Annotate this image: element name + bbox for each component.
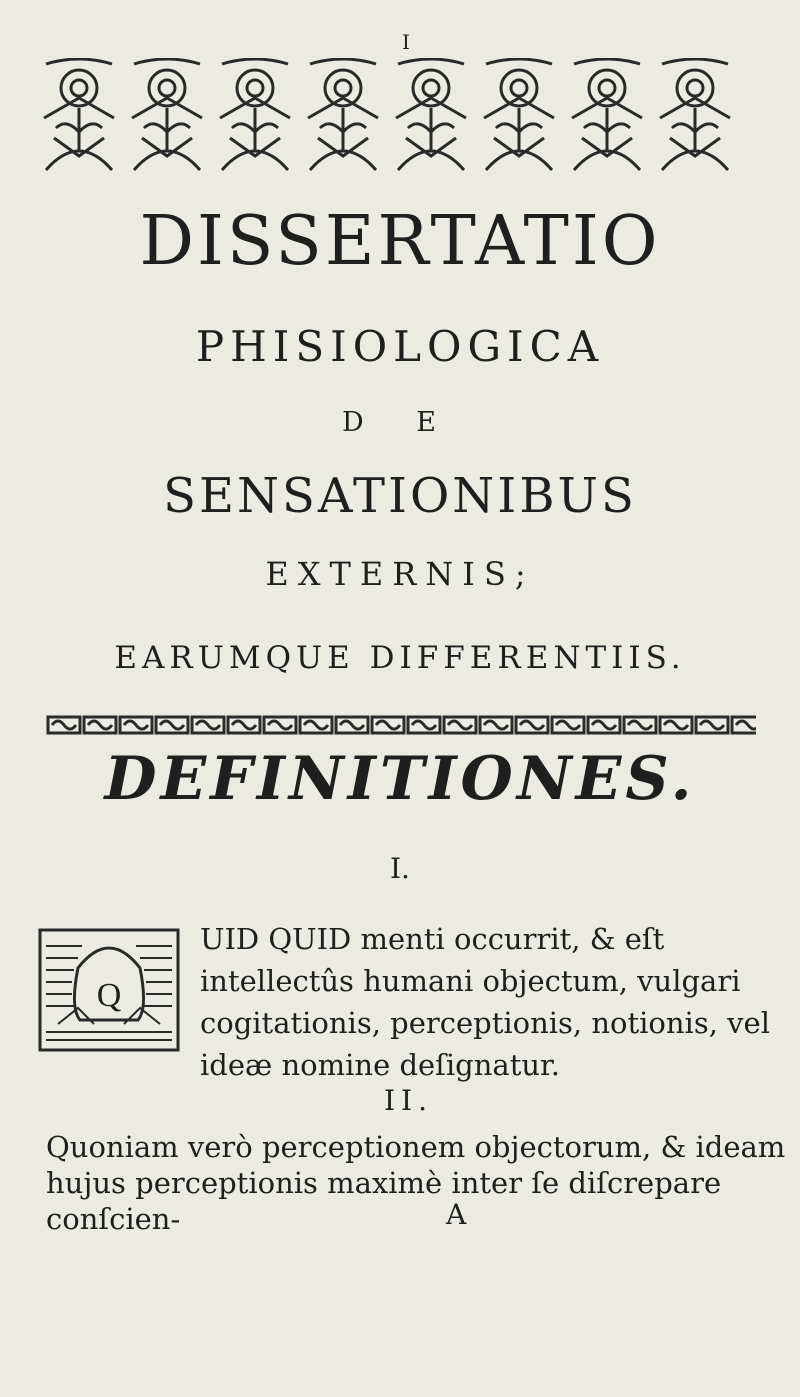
floral-ornament-icon [652,58,738,176]
floral-ornament-icon [564,58,650,176]
catchword: A [446,1198,467,1231]
title-differentiis: EARUMQUE DIFFERENTIIS. [114,640,686,676]
floral-ornament-icon [300,58,386,176]
section-heading: DEFINITIONES. [104,744,696,814]
definition-number: II. [384,1084,434,1117]
floral-ornament-icon [212,58,298,176]
ornamental-rule-icon [46,711,756,739]
definition-text: Quoniam verò perceptionem objectorum, & ideam hujus perceptionis maximè inter ſe diſcrepare conſcien- [46,1130,786,1236]
title-topic: SENSATIONIBUS [163,468,637,524]
definition-text: UID QUID menti occurrit, & eſt intellectûs humani objectum, vulgari cogitationis, perceptionis, notionis, vel ideæ nomine deſignatur. [200,922,770,1082]
floral-ornament-icon [476,58,562,176]
dropcap-letter: Q [96,977,122,1014]
headpiece-ornament [36,58,738,176]
dropcap-ornament [38,928,180,1052]
title-sub: PHISIOLOGICA [195,322,605,371]
floral-ornament-icon [36,58,122,176]
floral-ornament-icon [388,58,474,176]
title-de: D E [342,407,458,438]
title-externis: EXTERNIS; [265,555,535,593]
page-mark: I [402,30,410,54]
title-main: DISSERTATIO [139,202,661,281]
floral-ornament-icon [124,58,210,176]
definition-number: I. [390,852,410,885]
